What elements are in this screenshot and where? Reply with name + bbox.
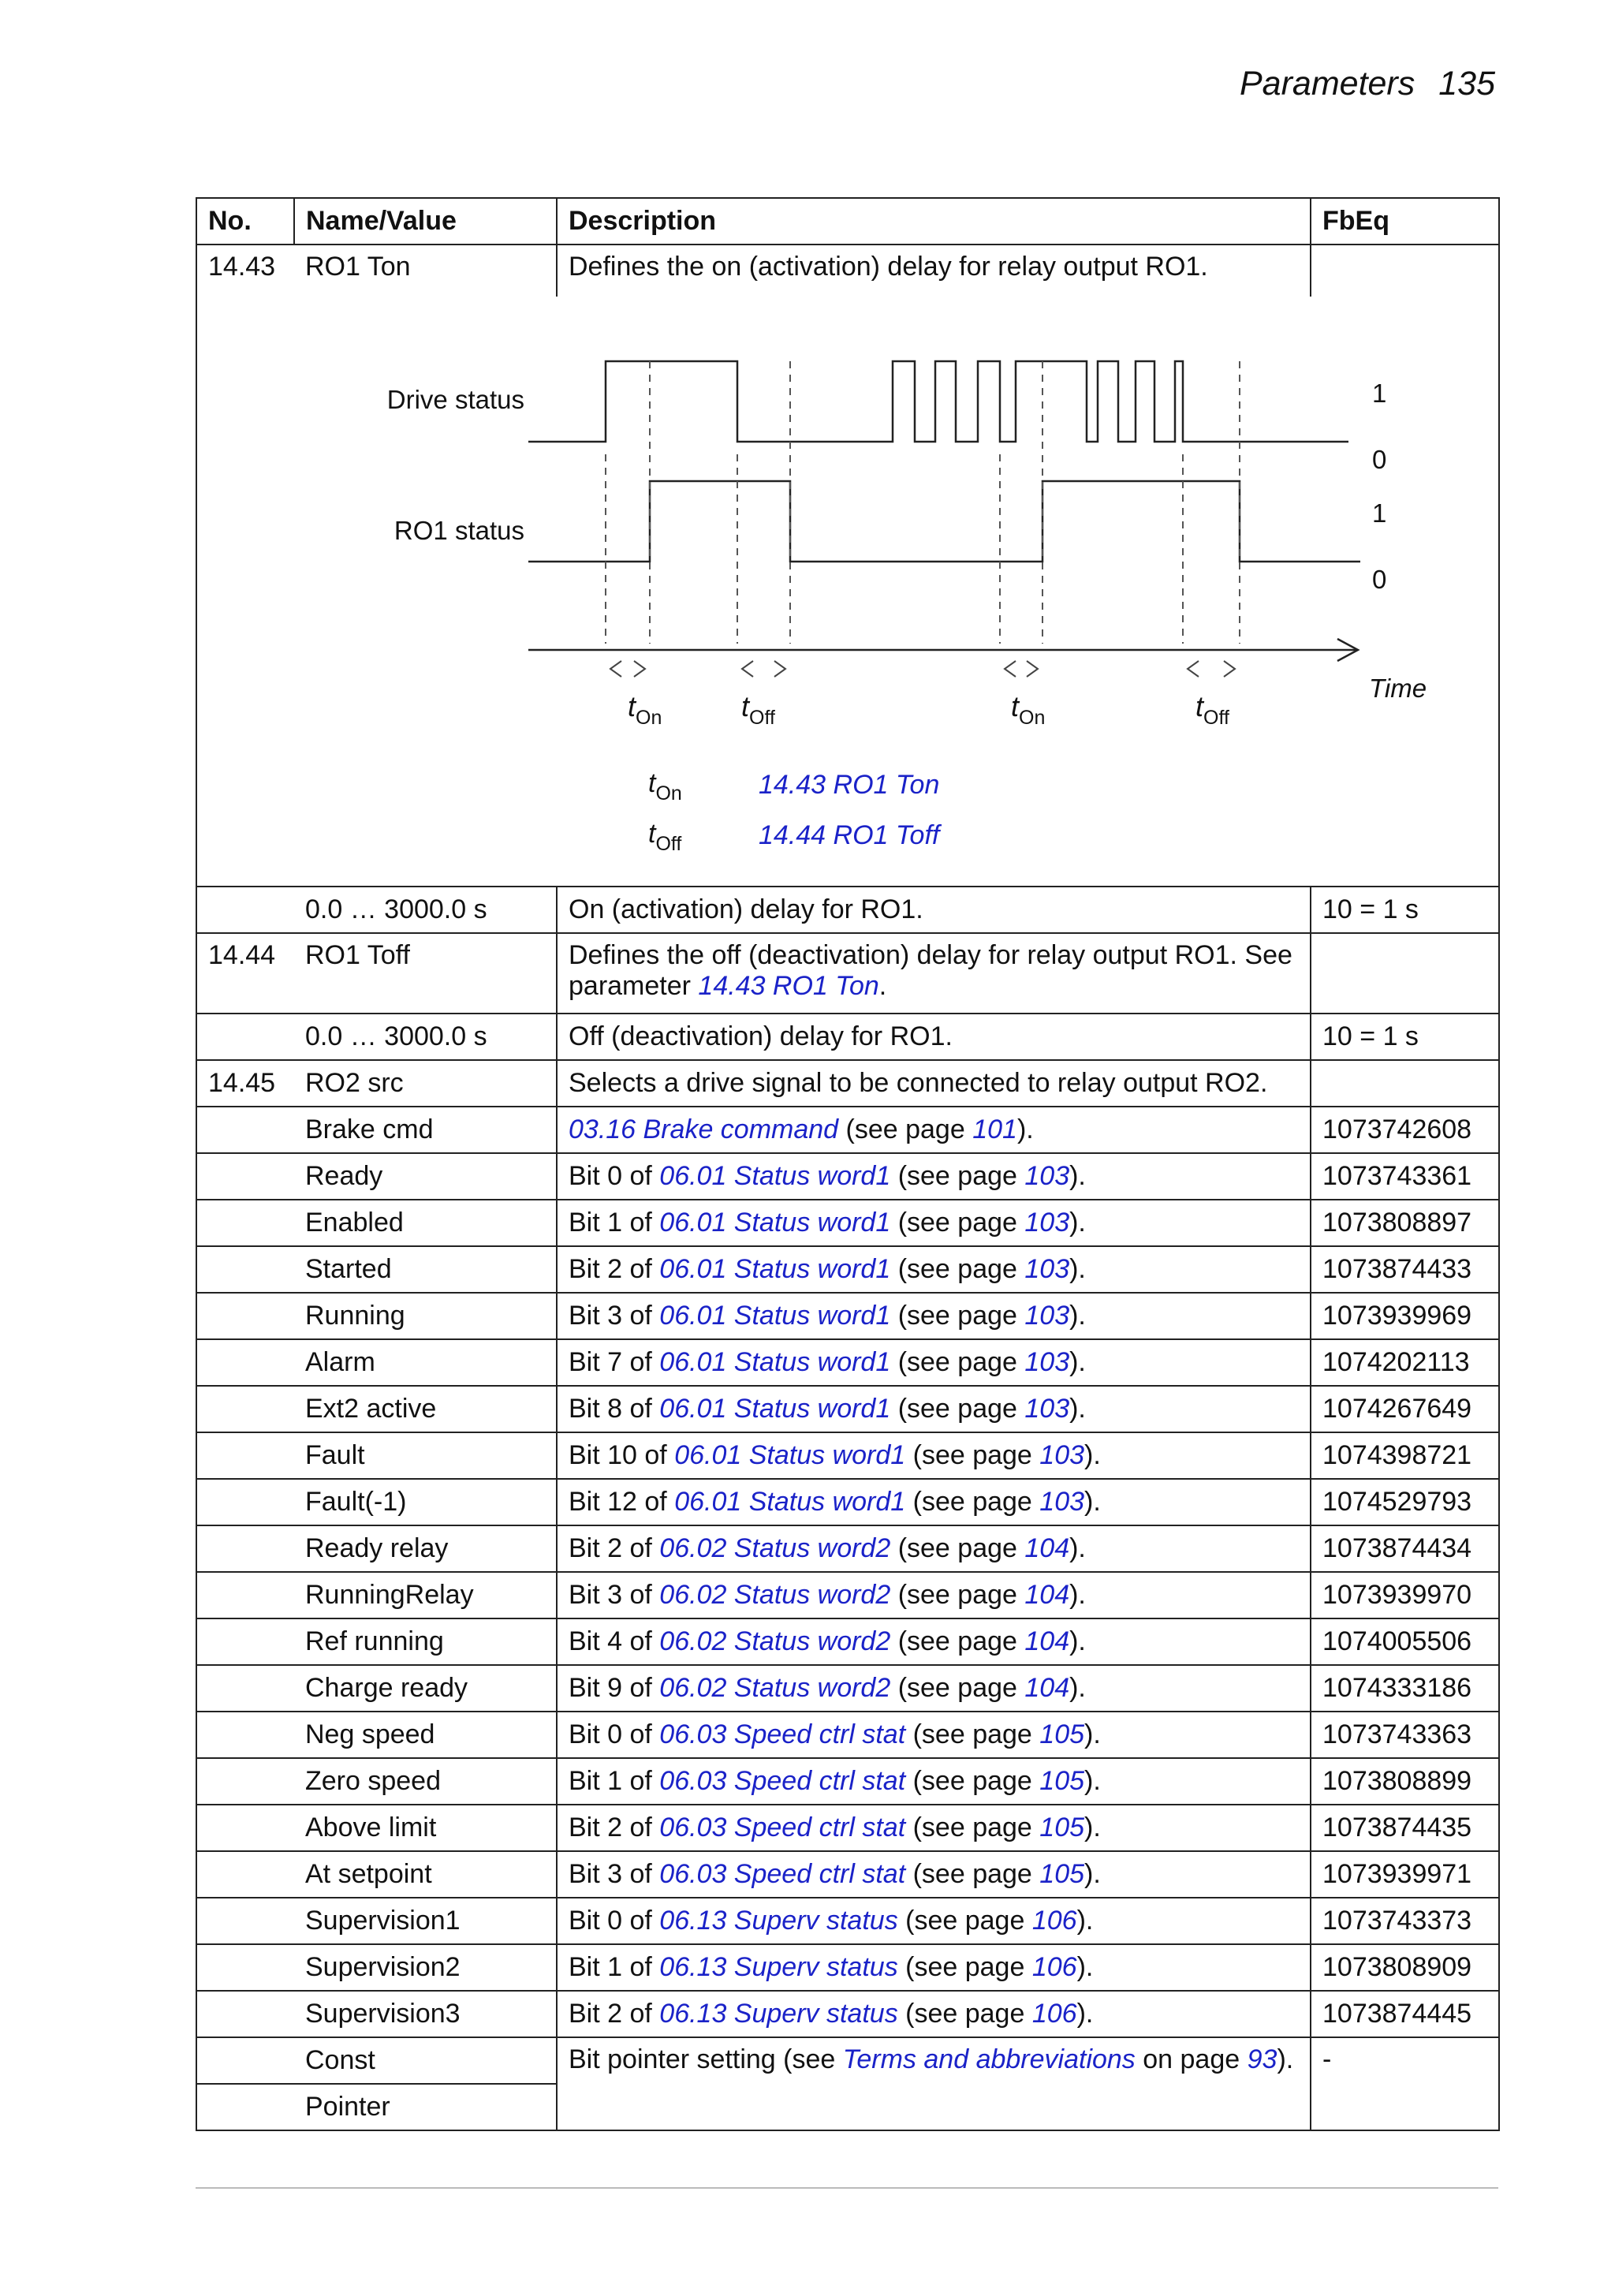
page-link[interactable]: 103 [1024,1254,1070,1284]
param-no [196,1665,294,1712]
table-row [196,1107,1499,1153]
table-row [196,1293,1499,1339]
page-link[interactable]: 103 [1024,1301,1070,1331]
option-fbeq: 1073874435 [1311,1805,1499,1851]
option-desc: Bit 0 of 06.13 Superv status (see page 106). [557,1898,1311,1944]
option-desc: Bit 1 of 06.03 Speed ctrl stat (see page 105). [557,1758,1311,1805]
table-row [196,1014,1499,1060]
signal-link[interactable]: 06.01 Status word1 [659,1301,891,1331]
option-name: Enabled [294,1200,557,1246]
param-name: RO1 Ton [294,245,557,297]
option-desc: 03.16 Brake command (see page 101). [557,1107,1311,1153]
signal-link[interactable]: 06.03 Speed ctrl stat [659,1766,906,1796]
table-row [196,1246,1499,1293]
ro1-status-label: RO1 status [393,516,524,545]
param-fbeq [1311,245,1499,297]
ro1-status-waveform [528,481,1360,562]
delay-arrow-left [742,661,753,677]
page-link[interactable]: 105 [1039,1813,1085,1842]
table-row-1445 [196,1060,1499,1107]
level-1-top: 1 [1372,379,1387,408]
drive-status-label: Drive status [386,385,524,414]
signal-link[interactable]: 06.03 Speed ctrl stat [659,1813,906,1842]
param-no [196,1014,294,1060]
option-desc: Bit 3 of 06.02 Status word2 (see page 104). [557,1572,1311,1618]
option-desc: Bit 2 of 06.03 Speed ctrl stat (see page 105). [557,1805,1311,1851]
page-link[interactable]: 103 [1024,1394,1070,1424]
page-link[interactable]: 104 [1024,1626,1070,1656]
table-row [196,887,1499,933]
option-name: Neg speed [294,1712,557,1758]
option-desc: Bit 3 of 06.01 Status word1 (see page 103). [557,1293,1311,1339]
option-desc: Bit 3 of 06.03 Speed ctrl stat (see page 105). [557,1851,1311,1898]
signal-link[interactable]: 06.02 Status word2 [659,1533,891,1563]
option-fbeq: 1074333186 [1311,1665,1499,1712]
option-fbeq: 1074202113 [1311,1339,1499,1386]
delay-arrow-right [1027,661,1038,677]
legend-t-on: $t_{On}$ [648,768,682,805]
option-name: Ext2 active [294,1386,557,1432]
table-row [196,1432,1499,1479]
page-link[interactable]: 103 [1039,1487,1085,1517]
param-no [196,1525,294,1572]
option-fbeq: 1074005506 [1311,1618,1499,1665]
terms-link[interactable]: Terms and abbreviations [842,2044,1136,2074]
table-row [196,1572,1499,1618]
option-desc: Bit 7 of 06.01 Status word1 (see page 103). [557,1339,1311,1386]
option-desc: Bit 0 of 06.01 Status word1 (see page 103). [557,1153,1311,1200]
option-fbeq: 1073874445 [1311,1991,1499,2037]
option-name: Ref running [294,1618,557,1665]
option-fbeq: 1073743361 [1311,1153,1499,1200]
param-no [196,1898,294,1944]
page-link[interactable]: 106 [1031,1906,1077,1936]
table-row [196,1618,1499,1665]
param-no [196,1991,294,2037]
param-desc: Selects a drive signal to be connected to relay output RO2. [557,1060,1311,1107]
table-row [196,1200,1499,1246]
signal-link[interactable]: 06.01 Status word1 [674,1440,906,1470]
table-row-const [196,2037,1499,2084]
option-name: Supervision3 [294,1991,557,2037]
param-name: RO2 src [294,1060,557,1107]
param-no [196,1386,294,1432]
signal-link[interactable]: 06.02 Status word2 [659,1626,891,1656]
t-on-label-1: $t_{On}$ [628,690,662,729]
page-link[interactable]: 93 [1247,2044,1277,2074]
param-desc: Defines the off (deactivation) delay for relay output RO1. See parameter 14.43 RO1 Ton. [557,933,1311,1014]
legend-toff-link[interactable]: 14.44 RO1 Toff [759,820,940,850]
param-fbeq [1311,933,1499,1014]
param-desc: On (activation) delay for RO1. [557,887,1311,933]
param-desc: Defines the on (activation) delay for relay output RO1. [557,245,1311,297]
param-no [196,1339,294,1386]
option-name: Fault(-1) [294,1479,557,1525]
signal-link[interactable]: 06.13 Superv status [659,1999,898,2029]
col-header-fbeq: FbEq [1311,198,1499,245]
table-row [196,1386,1499,1432]
option-name: RunningRelay [294,1572,557,1618]
page-link[interactable]: 104 [1024,1673,1070,1703]
table-row [196,1479,1499,1525]
timing-diagram [197,297,1498,879]
param-no: 14.44 [196,933,294,1014]
option-desc: Bit 1 of 06.01 Status word1 (see page 103). [557,1200,1311,1246]
signal-link[interactable]: 03.16 Brake command [569,1114,839,1144]
option-name: Alarm [294,1339,557,1386]
option-desc: Bit 2 of 06.13 Superv status (see page 106). [557,1991,1311,2037]
option-name: Supervision2 [294,1944,557,1991]
signal-link[interactable]: 06.13 Superv status [659,1952,898,1982]
signal-link[interactable]: 06.01 Status word1 [659,1161,891,1191]
delay-arrow-right [634,661,645,677]
table-row [196,1153,1499,1200]
signal-link[interactable]: 06.01 Status word1 [659,1208,891,1238]
option-desc: Bit 2 of 06.01 Status word1 (see page 103). [557,1246,1311,1293]
option-fbeq: 1073939970 [1311,1572,1499,1618]
table-row-1443 [196,245,1499,297]
option-desc: Bit 1 of 06.13 Superv status (see page 106). [557,1944,1311,1991]
table-row [196,1712,1499,1758]
param-no [196,2037,294,2084]
col-header-name: Name/Value [294,198,557,245]
delay-arrow-left [1188,661,1199,677]
param-no [196,1107,294,1153]
footer-divider [196,2187,1498,2189]
page-link[interactable]: 103 [1039,1440,1085,1470]
option-desc: Bit 4 of 06.02 Status word2 (see page 104). [557,1618,1311,1665]
page-link[interactable]: 106 [1031,1999,1077,2029]
param-value: Const [294,2037,557,2084]
option-name: Fault [294,1432,557,1479]
t-off-label-2: $t_{Off}$ [1195,690,1229,729]
param-desc: Bit pointer setting (see Terms and abbreviations on page 93). [557,2037,1311,2130]
param-no: 14.43 [196,245,294,297]
param-no [196,887,294,933]
param-no [196,1758,294,1805]
delay-arrow-left [1005,661,1016,677]
table-row [196,1758,1499,1805]
param-no [196,1944,294,1991]
col-header-description: Description [557,198,1311,245]
option-fbeq: 1073743373 [1311,1898,1499,1944]
signal-link[interactable]: 06.01 Status word1 [674,1487,906,1517]
option-desc: Bit 9 of 06.02 Status word2 (see page 104). [557,1665,1311,1712]
table-row [196,1898,1499,1944]
level-0-bottom: 0 [1372,565,1387,594]
table-row [196,1805,1499,1851]
option-name: At setpoint [294,1851,557,1898]
option-fbeq: 1073939971 [1311,1851,1499,1898]
option-desc: Bit 10 of 06.01 Status word1 (see page 103). [557,1432,1311,1479]
param-no [196,1293,294,1339]
page-link[interactable]: 104 [1024,1533,1070,1563]
table-row [196,1339,1499,1386]
param-no [196,1200,294,1246]
page-number: 135 [1438,65,1495,103]
page-header [1240,65,1495,103]
parameter-table [196,197,1500,2131]
signal-link[interactable]: 06.01 Status word1 [659,1347,891,1377]
option-fbeq: 1073874433 [1311,1246,1499,1293]
page-link[interactable]: 103 [1024,1208,1070,1238]
param-no [196,1479,294,1525]
delay-arrow-right [1224,661,1235,677]
param-fbeq [1311,1060,1499,1107]
signal-link[interactable]: 06.01 Status word1 [659,1254,891,1284]
delay-arrow-right [774,661,785,677]
param-no: 14.45 [196,1060,294,1107]
option-fbeq: 1073939969 [1311,1293,1499,1339]
signal-link[interactable]: 06.02 Status word2 [659,1673,891,1703]
section-title: Parameters [1240,65,1415,103]
option-fbeq: 1074398721 [1311,1432,1499,1479]
table-header-row [196,198,1499,245]
option-name: Ready relay [294,1525,557,1572]
param-no [196,2084,294,2130]
option-name: Started [294,1246,557,1293]
col-header-no: No. [196,198,294,245]
param-value: 0.0 … 3000.0 s [294,887,557,933]
option-fbeq: 1073808899 [1311,1758,1499,1805]
option-fbeq: 1073808897 [1311,1200,1499,1246]
option-fbeq: 1073808909 [1311,1944,1499,1991]
signal-link[interactable]: 06.03 Speed ctrl stat [659,1719,906,1749]
signal-link[interactable]: 06.01 Status word1 [659,1394,891,1424]
signal-link[interactable]: 06.13 Superv status [659,1906,898,1936]
level-0-top: 0 [1372,445,1387,474]
signal-link[interactable]: 06.03 Speed ctrl stat [659,1859,906,1889]
table-row [196,1851,1499,1898]
page-link[interactable]: 105 [1039,1719,1085,1749]
page-link[interactable]: 101 [972,1114,1017,1144]
table-row [196,1665,1499,1712]
legend-ton-link[interactable]: 14.43 RO1 Ton [759,770,940,800]
option-name: Charge ready [294,1665,557,1712]
t-off-label-1: $t_{Off}$ [741,690,775,729]
param-no [196,1432,294,1479]
param-name: RO1 Toff [294,933,557,1014]
param-fbeq: - [1311,2037,1499,2130]
param-no [196,1712,294,1758]
table-row [196,1525,1499,1572]
signal-link[interactable]: 06.02 Status word2 [659,1580,891,1610]
option-name: Ready [294,1153,557,1200]
delay-arrow-left [610,661,621,677]
param-no [196,1572,294,1618]
option-fbeq: 1073742608 [1311,1107,1499,1153]
level-1-bottom: 1 [1372,498,1387,528]
option-desc: Bit 2 of 06.02 Status word2 (see page 104). [557,1525,1311,1572]
param-no [196,1618,294,1665]
page-link[interactable]: 103 [1024,1161,1070,1191]
param-fbeq: 10 = 1 s [1311,887,1499,933]
option-name: Supervision1 [294,1898,557,1944]
param-no [196,1805,294,1851]
table-row [196,1991,1499,2037]
option-name: Brake cmd [294,1107,557,1153]
page-link[interactable]: 104 [1024,1580,1070,1610]
table-row-1444 [196,933,1499,1014]
page-link[interactable]: 103 [1024,1347,1070,1377]
option-fbeq: 1073874434 [1311,1525,1499,1572]
page-link[interactable]: 105 [1039,1859,1085,1889]
param-no [196,1851,294,1898]
param-value: Pointer [294,2084,557,2130]
option-desc: Bit 0 of 06.03 Speed ctrl stat (see page 105). [557,1712,1311,1758]
t-on-label-2: $t_{On}$ [1011,690,1046,729]
page-link[interactable]: 106 [1031,1952,1077,1982]
timing-diagram-cell [196,297,1499,887]
option-fbeq: 1074267649 [1311,1386,1499,1432]
param-link[interactable]: 14.43 RO1 Ton [698,971,879,1002]
time-label: Time [1369,674,1427,703]
table-row [196,1944,1499,1991]
option-name: Zero speed [294,1758,557,1805]
option-name: Above limit [294,1805,557,1851]
page-link[interactable]: 105 [1039,1766,1085,1796]
param-value: 0.0 … 3000.0 s [294,1014,557,1060]
option-name: Running [294,1293,557,1339]
option-fbeq: 1074529793 [1311,1479,1499,1525]
param-desc: Off (deactivation) delay for RO1. [557,1014,1311,1060]
legend-t-off: $t_{Off}$ [648,819,682,855]
timing-diagram-row [196,297,1499,887]
param-no [196,1153,294,1200]
drive-status-waveform [528,361,1348,442]
option-desc: Bit 8 of 06.01 Status word1 (see page 103). [557,1386,1311,1432]
param-no [196,1246,294,1293]
param-fbeq: 10 = 1 s [1311,1014,1499,1060]
option-fbeq: 1073743363 [1311,1712,1499,1758]
option-desc: Bit 12 of 06.01 Status word1 (see page 103). [557,1479,1311,1525]
